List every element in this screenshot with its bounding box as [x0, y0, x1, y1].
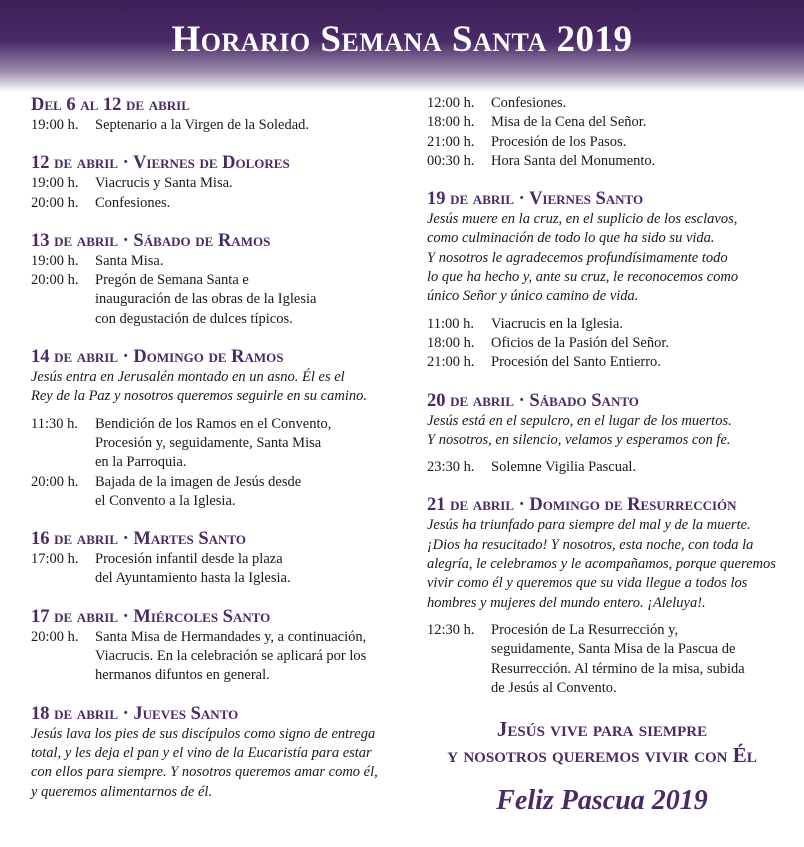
event-line: hermanos difuntos en general.: [95, 667, 270, 684]
event-row: [427, 315, 777, 334]
event-row: [427, 133, 777, 152]
description-line: único Señor y único camino de vida.: [427, 288, 639, 305]
event-description: [491, 353, 777, 372]
event-time: 20:00 h.: [31, 473, 79, 490]
description-line: con ellos para siempre. Y nosotros queremos amar como él,: [31, 764, 378, 781]
event-row: [31, 194, 391, 213]
event-line: Procesión del Santo Entierro.: [491, 354, 661, 371]
event-line: Misa de la Cena del Señor.: [491, 114, 647, 131]
section-description: [427, 210, 777, 306]
event-line: Bendición de los Ramos en el Convento,: [95, 415, 332, 432]
section-description: [31, 368, 391, 407]
event-time: 00:30 h.: [427, 152, 475, 169]
section-heading: 17 de abril · Miércoles Santo: [31, 606, 271, 627]
event-list: [31, 174, 391, 213]
event-line: Pregón de Semana Santa e: [95, 272, 249, 289]
section-description: [427, 412, 777, 451]
event-line: de Jesús al Convento.: [491, 679, 617, 696]
event-row: [31, 550, 391, 589]
event-line: Santa Misa de Hermandades y, a continuación,: [95, 628, 367, 645]
event-time: 17:00 h.: [31, 551, 79, 568]
event-time: 11:00 h.: [427, 315, 474, 332]
event-row: [427, 621, 777, 698]
event-row: [31, 473, 391, 512]
event-line: Viacrucis. En la celebración se aplicará por los: [95, 648, 367, 665]
event-line: Procesión y, seguidamente, Santa Misa: [95, 434, 322, 451]
section-heading: 20 de abril · Sábado Santo: [427, 390, 639, 411]
event-list: [31, 628, 391, 686]
schedule-section: [427, 188, 777, 372]
event-line: Confesiones.: [95, 194, 171, 211]
event-row: [31, 174, 391, 193]
event-row: [31, 415, 391, 473]
event-description: [95, 271, 391, 329]
event-row: [31, 271, 391, 329]
description-line: lo que ha hecho y, ante su cruz, le reconocemos como: [427, 269, 739, 286]
description-line: Y nosotros, en silencio, velamos y esperamos con fe.: [427, 431, 731, 448]
schedule-section: [31, 152, 391, 213]
event-time: 20:00 h.: [31, 194, 79, 211]
event-line: Procesión de los Pasos.: [491, 133, 627, 150]
event-line: Santa Misa.: [95, 252, 164, 269]
event-line: del Ayuntamiento hasta la Iglesia.: [95, 570, 291, 587]
description-line: Jesús está en el sepulcro, en el lugar de los muertos.: [427, 412, 732, 429]
event-list: [31, 116, 391, 135]
event-row: [427, 113, 777, 132]
event-description: [95, 174, 391, 193]
description-line: y queremos alimentarnos de él.: [31, 783, 213, 800]
event-list: [31, 550, 391, 589]
description-line: hombres y mujeres del mundo entero. ¡Aleluya!.: [427, 594, 706, 611]
event-line: Procesión infantil desde la plaza: [95, 551, 283, 568]
event-list: [427, 458, 777, 477]
event-description: [491, 334, 777, 353]
section-heading: 18 de abril · Jueves Santo: [31, 703, 239, 724]
event-time: 12:30 h.: [427, 621, 475, 638]
event-line: el Convento a la Iglesia.: [95, 492, 236, 509]
event-list: [427, 315, 777, 373]
event-row: [31, 116, 391, 135]
section-heading: Del 6 al 12 de abril: [31, 95, 190, 115]
event-description: [491, 621, 777, 698]
event-description: [491, 152, 777, 171]
event-time: 19:00 h.: [31, 117, 79, 133]
header-banner: [0, 0, 804, 92]
event-description: [95, 116, 391, 135]
section-heading: 21 de abril · Domingo de Resurrección: [427, 495, 737, 516]
event-line: Solemne Vigilia Pascual.: [491, 459, 637, 476]
schedule-section: [31, 94, 391, 135]
event-description: [491, 94, 777, 113]
event-row: [427, 353, 777, 372]
section-heading: 12 de abril · Viernes de Dolores: [31, 153, 290, 174]
event-line: Septenario a la Virgen de la Soledad.: [95, 117, 310, 133]
event-time: 21:00 h.: [427, 354, 475, 371]
closing-message: [400, 716, 804, 768]
schedule-section: [31, 703, 391, 802]
section-heading: 13 de abril · Sábado de Ramos: [31, 230, 271, 251]
section-description: [31, 725, 391, 802]
event-line: Resurrección. Al término de la misa, subida: [491, 660, 745, 677]
description-line: alegría, le celebramos y le acompañamos, porque queremos: [427, 556, 776, 573]
event-row: [31, 628, 391, 686]
event-line: Viacrucis y Santa Misa.: [95, 175, 233, 192]
description-line: Jesús muere en la cruz, en el suplicio de los esclavos,: [427, 211, 738, 228]
left-column: [31, 94, 391, 802]
event-row: [427, 94, 777, 113]
event-list: [31, 252, 391, 329]
footer-greeting: Feliz Pascua 2019: [496, 785, 708, 816]
event-description: [95, 252, 391, 271]
schedule-section: [31, 528, 391, 589]
event-time: 18:00 h.: [427, 334, 475, 351]
event-line: Procesión de La Resurrección y,: [491, 621, 679, 638]
event-row: [427, 334, 777, 353]
event-line: en la Parroquia.: [95, 454, 187, 471]
event-description: [491, 458, 777, 477]
description-line: Y nosotros le agradecemos profundísimamente todo: [427, 249, 728, 266]
section-heading: 19 de abril · Viernes Santo: [427, 189, 644, 210]
event-line: Hora Santa del Monumento.: [491, 152, 656, 169]
event-time: 18:00 h.: [427, 114, 475, 131]
description-line: Jesús lava los pies de sus discípulos como signo de entrega: [31, 725, 376, 742]
schedule-section: [427, 94, 777, 171]
event-description: [491, 133, 777, 152]
event-description: [491, 315, 777, 334]
event-description: [95, 628, 391, 686]
event-list: [427, 621, 777, 698]
event-description: [95, 550, 391, 589]
schedule-section: [427, 390, 777, 478]
section-description: [427, 516, 777, 612]
description-line: Rey de la Paz y nosotros queremos seguirle en su camino.: [31, 388, 367, 405]
event-description: [95, 194, 391, 213]
description-line: Jesús ha triunfado para siempre del mal y de la muerte.: [427, 517, 751, 534]
event-line: seguidamente, Santa Misa de la Pascua de: [491, 641, 736, 658]
event-line: Oficios de la Pasión del Señor.: [491, 334, 670, 351]
schedule-section: [31, 230, 391, 329]
event-list: [427, 94, 777, 171]
event-time: 12:00 h.: [427, 95, 475, 111]
event-line: Viacrucis en la Iglesia.: [491, 315, 623, 332]
event-time: 23:30 h.: [427, 459, 475, 476]
event-line: Confesiones.: [491, 95, 567, 111]
event-list: [31, 415, 391, 511]
event-row: [31, 252, 391, 271]
event-row: [427, 152, 777, 171]
schedule-section: [427, 494, 777, 698]
event-time: 20:00 h.: [31, 272, 79, 289]
event-time: 11:30 h.: [31, 415, 78, 432]
schedule-section: [31, 606, 391, 686]
page-title: Horario Semana Santa 2019: [171, 19, 633, 60]
description-line: como culminación de todo lo que ha sido su vida.: [427, 230, 715, 247]
section-heading: 14 de abril · Domingo de Ramos: [31, 347, 284, 368]
event-row: [427, 458, 777, 477]
description-line: Jesús entra en Jerusalén montado en un asno. Él es el: [31, 369, 345, 386]
section-heading: 16 de abril · Martes Santo: [31, 529, 246, 550]
closing-line-2: y nosotros queremos vivir con Él: [447, 743, 757, 767]
event-time: 20:00 h.: [31, 628, 79, 645]
description-line: vivir como él y queremos que su vida llegue a todos los: [427, 575, 748, 592]
event-line: inauguración de las obras de la Iglesia: [95, 291, 317, 308]
event-time: 19:00 h.: [31, 252, 79, 269]
description-line: total, y les deja el pan y el vino de la Eucaristía para estar: [31, 744, 372, 761]
event-time: 21:00 h.: [427, 133, 475, 150]
right-column: [427, 94, 777, 698]
description-line: ¡Dios ha resucitado! Y nosotros, esta noche, con toda la: [427, 536, 754, 553]
event-time: 19:00 h.: [31, 175, 79, 192]
event-line: Bajada de la imagen de Jesús desde: [95, 473, 302, 490]
event-description: [95, 415, 391, 473]
event-description: [491, 113, 777, 132]
closing-line-1: Jesús vive para siempre: [496, 717, 708, 741]
schedule-section: [31, 346, 391, 511]
event-line: con degustación de dulces típicos.: [95, 310, 293, 327]
event-description: [95, 473, 391, 512]
